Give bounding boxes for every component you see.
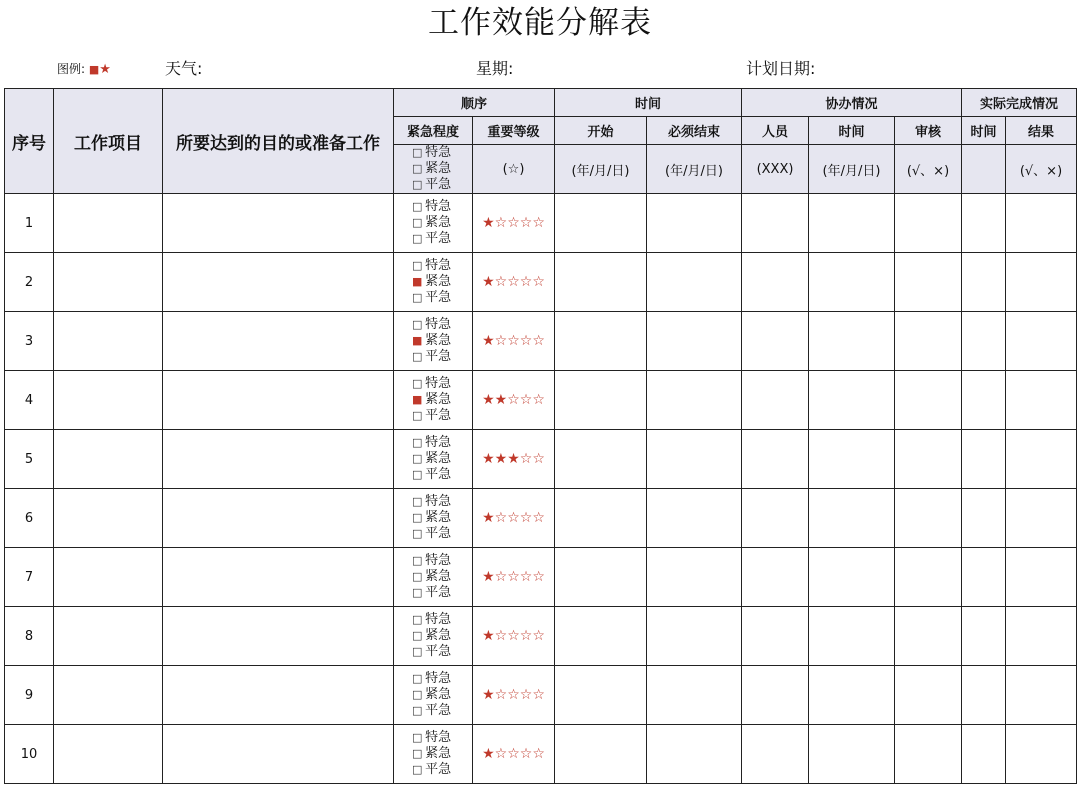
table-row	[5, 548, 1077, 607]
cell-assist-time[interactable]	[809, 253, 895, 312]
urgency-option[interactable]: ■ 紧急	[412, 333, 452, 348]
cell-review[interactable]	[895, 312, 962, 371]
urgency-option[interactable]: ■ 紧急	[412, 274, 452, 289]
cell-item[interactable]	[54, 725, 163, 784]
hint-assist-time: (年/月/日)	[809, 145, 895, 194]
cell-urgency	[394, 194, 473, 253]
cell-must-end[interactable]	[647, 430, 742, 489]
hint-option: □ 紧急	[412, 161, 452, 176]
cell-result[interactable]	[1006, 312, 1077, 371]
cell-must-end[interactable]	[647, 607, 742, 666]
table-row	[5, 666, 1077, 725]
cell-actual-time[interactable]	[962, 430, 1006, 489]
legend-label: 图例:	[57, 62, 86, 76]
efficiency-table	[4, 88, 1077, 784]
urgency-option[interactable]: □ 特急	[412, 376, 452, 391]
urgency-option[interactable]: □ 特急	[412, 317, 452, 332]
cell-start[interactable]	[555, 253, 647, 312]
checkbox-icon[interactable]: □	[412, 731, 423, 744]
checkbox-icon[interactable]: □	[412, 586, 423, 599]
cell-actual-time[interactable]	[962, 666, 1006, 725]
cell-start[interactable]	[555, 548, 647, 607]
cell-goal[interactable]	[163, 194, 394, 253]
cell-review[interactable]	[895, 253, 962, 312]
cell-start[interactable]	[555, 312, 647, 371]
checkbox-icon: □	[412, 178, 423, 191]
checkbox-icon[interactable]: □	[412, 200, 423, 213]
cell-urgency	[394, 489, 473, 548]
header-actual-time: 时间	[962, 117, 1006, 145]
urgency-option[interactable]: □ 紧急	[412, 746, 452, 761]
checkbox-icon[interactable]: □	[412, 554, 423, 567]
table-row	[5, 489, 1077, 548]
cell-review[interactable]	[895, 430, 962, 489]
cell-goal[interactable]	[163, 312, 394, 371]
checkbox-icon[interactable]: □	[412, 377, 423, 390]
cell-assist-time[interactable]	[809, 312, 895, 371]
cell-urgency	[394, 725, 473, 784]
cell-assist-time[interactable]	[809, 725, 895, 784]
row-number: 3	[5, 312, 54, 371]
checkbox-icon[interactable]: □	[412, 613, 423, 626]
cell-review[interactable]	[895, 371, 962, 430]
table-row	[5, 312, 1077, 371]
urgency-option[interactable]: □ 紧急	[412, 215, 452, 230]
checkbox-icon: □	[412, 146, 423, 159]
cell-goal[interactable]	[163, 666, 394, 725]
urgency-option[interactable]: □ 紧急	[412, 628, 452, 643]
cell-person[interactable]	[742, 253, 809, 312]
importance-stars[interactable]: ★☆☆☆☆	[473, 548, 555, 607]
cell-result[interactable]	[1006, 666, 1077, 725]
urgency-option[interactable]: □ 平急	[412, 231, 452, 246]
cell-urgency	[394, 666, 473, 725]
cell-urgency	[394, 253, 473, 312]
cell-item[interactable]	[54, 666, 163, 725]
header-assist: 协办情况	[742, 89, 962, 117]
cell-item[interactable]	[54, 312, 163, 371]
header-seq: 序号	[5, 89, 54, 194]
checkbox-icon[interactable]: □	[412, 645, 423, 658]
checkbox-icon[interactable]: □	[412, 259, 423, 272]
urgency-option[interactable]: □ 平急	[412, 762, 452, 777]
urgency-option[interactable]: □ 平急	[412, 290, 452, 305]
cell-start[interactable]	[555, 371, 647, 430]
cell-start[interactable]	[555, 666, 647, 725]
page-title: 工作效能分解表	[428, 5, 652, 41]
row-number: 8	[5, 607, 54, 666]
cell-result[interactable]	[1006, 548, 1077, 607]
checkbox-icon[interactable]: □	[412, 318, 423, 331]
hint-must-end: (年/月/日)	[647, 145, 742, 194]
urgency-option[interactable]: □ 平急	[412, 644, 452, 659]
header-review: 审核	[895, 117, 962, 145]
urgency-option[interactable]: □ 特急	[412, 258, 452, 273]
row-number: 1	[5, 194, 54, 253]
checked-box-icon[interactable]: ■	[412, 275, 423, 288]
row-number: 7	[5, 548, 54, 607]
cell-person[interactable]	[742, 371, 809, 430]
weather-label: 天气:	[165, 59, 203, 78]
cell-actual-time[interactable]	[962, 607, 1006, 666]
cell-item[interactable]	[54, 607, 163, 666]
plan-date-label: 计划日期:	[746, 59, 816, 78]
cell-review[interactable]	[895, 548, 962, 607]
row-number: 6	[5, 489, 54, 548]
cell-person[interactable]	[742, 489, 809, 548]
cell-review[interactable]	[895, 666, 962, 725]
cell-urgency	[394, 607, 473, 666]
cell-review[interactable]	[895, 194, 962, 253]
cell-person[interactable]	[742, 194, 809, 253]
cell-result[interactable]	[1006, 607, 1077, 666]
urgency-option[interactable]: □ 特急	[412, 494, 452, 509]
urgency-option[interactable]: □ 特急	[412, 435, 452, 450]
urgency-option[interactable]: □ 平急	[412, 585, 452, 600]
cell-actual-time[interactable]	[962, 312, 1006, 371]
header-item: 工作项目	[54, 89, 163, 194]
cell-goal[interactable]	[163, 371, 394, 430]
legend	[57, 61, 111, 78]
table-row	[5, 725, 1077, 784]
cell-assist-time[interactable]	[809, 666, 895, 725]
cell-must-end[interactable]	[647, 371, 742, 430]
checkbox-icon[interactable]: □	[412, 232, 423, 245]
checkbox-icon: □	[412, 162, 423, 175]
cell-must-end[interactable]	[647, 666, 742, 725]
cell-actual-time[interactable]	[962, 489, 1006, 548]
cell-result[interactable]	[1006, 725, 1077, 784]
cell-must-end[interactable]	[647, 253, 742, 312]
cell-assist-time[interactable]	[809, 430, 895, 489]
cell-must-end[interactable]	[647, 194, 742, 253]
cell-goal[interactable]	[163, 725, 394, 784]
hint-option: □ 特急	[412, 145, 452, 160]
hint-result: (√、×)	[1006, 145, 1077, 194]
cell-actual-time[interactable]	[962, 194, 1006, 253]
cell-must-end[interactable]	[647, 548, 742, 607]
row-number: 2	[5, 253, 54, 312]
cell-start[interactable]	[555, 489, 647, 548]
importance-stars[interactable]: ★☆☆☆☆	[473, 312, 555, 371]
row-number: 4	[5, 371, 54, 430]
cell-review[interactable]	[895, 607, 962, 666]
table-row	[5, 607, 1077, 666]
cell-goal[interactable]	[163, 430, 394, 489]
checked-box-icon[interactable]: ■	[412, 334, 423, 347]
cell-review[interactable]	[895, 725, 962, 784]
cell-urgency	[394, 371, 473, 430]
urgency-option[interactable]: □ 紧急	[412, 569, 452, 584]
checkbox-icon[interactable]: □	[412, 688, 423, 701]
cell-urgency	[394, 430, 473, 489]
urgency-option[interactable]: □ 平急	[412, 349, 452, 364]
urgency-option[interactable]: □ 平急	[412, 408, 452, 423]
importance-stars[interactable]: ★★☆☆☆	[473, 371, 555, 430]
urgency-option[interactable]: □ 紧急	[412, 451, 452, 466]
cell-person[interactable]	[742, 548, 809, 607]
cell-actual-time[interactable]	[962, 725, 1006, 784]
urgency-option[interactable]: □ 特急	[412, 671, 452, 686]
hint-start: (年/月/日)	[555, 145, 647, 194]
row-number: 9	[5, 666, 54, 725]
checked-box-icon[interactable]: ■	[412, 393, 423, 406]
table-row	[5, 253, 1077, 312]
urgency-option[interactable]: □ 紧急	[412, 687, 452, 702]
hint-person: (XXX)	[742, 145, 809, 194]
checkbox-icon[interactable]: □	[412, 452, 423, 465]
cell-actual-time[interactable]	[962, 371, 1006, 430]
cell-person[interactable]	[742, 607, 809, 666]
header-order: 顺序	[394, 89, 555, 117]
cell-item[interactable]	[54, 371, 163, 430]
cell-start[interactable]	[555, 194, 647, 253]
importance-stars[interactable]: ★★★☆☆	[473, 430, 555, 489]
cell-goal[interactable]	[163, 607, 394, 666]
checkbox-icon[interactable]: □	[412, 763, 423, 776]
cell-assist-time[interactable]	[809, 194, 895, 253]
row-number: 5	[5, 430, 54, 489]
header-assist-time: 时间	[809, 117, 895, 145]
hint-importance: (☆)	[473, 145, 555, 194]
header-goal: 所要达到的目的或准备工作	[163, 89, 394, 194]
header-urgency: 紧急程度	[394, 117, 473, 145]
checkbox-icon[interactable]: □	[412, 672, 423, 685]
header-must-end: 必须结束	[647, 117, 742, 145]
cell-assist-time[interactable]	[809, 548, 895, 607]
importance-stars[interactable]: ★☆☆☆☆	[473, 253, 555, 312]
checkbox-icon[interactable]: □	[412, 350, 423, 363]
row-number: 10	[5, 725, 54, 784]
cell-result[interactable]	[1006, 253, 1077, 312]
hint-review: (√、×)	[895, 145, 962, 194]
cell-start[interactable]	[555, 607, 647, 666]
urgency-option[interactable]: □ 平急	[412, 703, 452, 718]
cell-item[interactable]	[54, 253, 163, 312]
hint-urgency-options	[394, 145, 473, 194]
cell-review[interactable]	[895, 489, 962, 548]
cell-item[interactable]	[54, 430, 163, 489]
cell-person[interactable]	[742, 312, 809, 371]
importance-stars[interactable]: ★☆☆☆☆	[473, 607, 555, 666]
cell-item[interactable]	[54, 548, 163, 607]
cell-urgency	[394, 312, 473, 371]
importance-stars[interactable]: ★☆☆☆☆	[473, 194, 555, 253]
checkbox-icon[interactable]: □	[412, 495, 423, 508]
checkbox-icon[interactable]: □	[412, 468, 423, 481]
cell-person[interactable]	[742, 666, 809, 725]
cell-urgency	[394, 548, 473, 607]
importance-stars[interactable]: ★☆☆☆☆	[473, 489, 555, 548]
table-row	[5, 430, 1077, 489]
urgency-option[interactable]: □ 平急	[412, 467, 452, 482]
urgency-option[interactable]: □ 特急	[412, 199, 452, 214]
cell-person[interactable]	[742, 430, 809, 489]
urgency-option[interactable]: □ 特急	[412, 730, 452, 745]
header-actual: 实际完成情况	[962, 89, 1077, 117]
checkbox-icon[interactable]: □	[412, 409, 423, 422]
importance-stars[interactable]: ★☆☆☆☆	[473, 725, 555, 784]
checkbox-icon[interactable]: □	[412, 747, 423, 760]
checkbox-icon[interactable]: □	[412, 511, 423, 524]
cell-must-end[interactable]	[647, 725, 742, 784]
cell-goal[interactable]	[163, 548, 394, 607]
importance-stars[interactable]: ★☆☆☆☆	[473, 666, 555, 725]
table-row	[5, 194, 1077, 253]
urgency-option[interactable]: □ 特急	[412, 553, 452, 568]
cell-result[interactable]	[1006, 430, 1077, 489]
urgency-option[interactable]: □ 平急	[412, 526, 452, 541]
checkbox-icon[interactable]: □	[412, 704, 423, 717]
header-importance: 重要等级	[473, 117, 555, 145]
header-time: 时间	[555, 89, 742, 117]
cell-must-end[interactable]	[647, 312, 742, 371]
checkbox-icon[interactable]: □	[412, 570, 423, 583]
checkbox-icon[interactable]: □	[412, 436, 423, 449]
cell-start[interactable]	[555, 430, 647, 489]
cell-start[interactable]	[555, 725, 647, 784]
checkbox-icon[interactable]: □	[412, 527, 423, 540]
cell-result[interactable]	[1006, 194, 1077, 253]
urgency-option[interactable]: □ 特急	[412, 612, 452, 627]
checkbox-icon[interactable]: □	[412, 291, 423, 304]
cell-assist-time[interactable]	[809, 607, 895, 666]
header-person: 人员	[742, 117, 809, 145]
cell-assist-time[interactable]	[809, 371, 895, 430]
cell-goal[interactable]	[163, 489, 394, 548]
cell-actual-time[interactable]	[962, 253, 1006, 312]
cell-item[interactable]	[54, 489, 163, 548]
checkbox-icon[interactable]: □	[412, 629, 423, 642]
cell-assist-time[interactable]	[809, 489, 895, 548]
week-label: 星期:	[476, 59, 514, 78]
cell-person[interactable]	[742, 725, 809, 784]
legend-square-icon: ■	[88, 63, 100, 76]
urgency-option[interactable]: ■ 紧急	[412, 392, 452, 407]
cell-actual-time[interactable]	[962, 548, 1006, 607]
checkbox-icon[interactable]: □	[412, 216, 423, 229]
hint-option: □ 平急	[412, 177, 452, 192]
header-start: 开始	[555, 117, 647, 145]
header-result: 结果	[1006, 117, 1077, 145]
cell-result[interactable]	[1006, 371, 1077, 430]
cell-item[interactable]	[54, 194, 163, 253]
table-row	[5, 371, 1077, 430]
cell-result[interactable]	[1006, 489, 1077, 548]
cell-must-end[interactable]	[647, 489, 742, 548]
urgency-option[interactable]: □ 紧急	[412, 510, 452, 525]
cell-goal[interactable]	[163, 253, 394, 312]
hint-actual-time	[962, 145, 1006, 194]
legend-star-icon: ★	[99, 62, 111, 77]
